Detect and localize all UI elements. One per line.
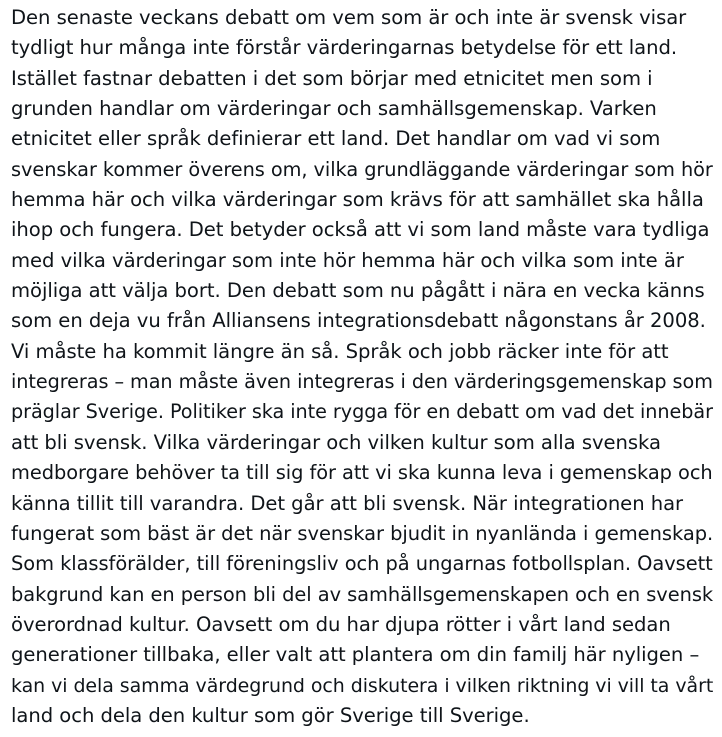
- post-text-line: land och dela den kultur som gör Sverige till Sverige.: [11, 703, 530, 727]
- post-text-line: hemma här och vilka värderingar som krävs för att samhället ska hålla: [11, 188, 704, 212]
- post-text-line: tydligt hur många inte förstår värderingarnas betydelse för ett land.: [11, 36, 678, 60]
- post-text-line: grunden handlar om värderingar och samhällsgemenskap. Varken: [11, 97, 657, 121]
- post-text-line: etnicitet eller språk definierar ett land. Det handlar om vad vi som: [11, 127, 661, 151]
- post-text-line: integreras – man måste även integreras i den värderingsgemenskap som: [11, 370, 713, 394]
- post-text-line: känna tillit till varandra. Det går att bli svensk. När integrationen har: [11, 491, 684, 515]
- post-text-line: bakgrund kan en person bli del av samhällsgemenskapen och en svensk: [11, 582, 714, 606]
- post-text-line: generationer tillbaka, eller valt att plantera om din familj här nyligen –: [11, 643, 700, 667]
- post-text-line: som en deja vu från Alliansens integrationsdebatt någonstans år 2008.: [11, 309, 706, 333]
- post-text: [11, 3, 717, 731]
- post-text-line: Istället fastnar debatten i det som börjar med etnicitet men som i: [11, 66, 653, 90]
- post-text-line: ihop och fungera. Det betyder också att vi som land måste vara tydliga: [11, 218, 710, 242]
- post-text-line: att bli svensk. Vilka värderingar och vilken kultur som alla svenska: [11, 430, 661, 454]
- post-text-line: medborgare behöver ta till sig för att vi ska kunna leva i gemenskap och: [11, 461, 713, 485]
- post-text-line: präglar Sverige. Politiker ska inte rygga för en debatt om vad det innebär: [11, 400, 713, 424]
- post-text-line: svenskar kommer överens om, vilka grundläggande värderingar som hör: [11, 157, 713, 181]
- post-text-line: överordnad kultur. Oavsett om du har djupa rötter i vårt land sedan: [11, 612, 671, 636]
- post-text-line: Vi måste ha kommit längre än så. Språk och jobb räcker inte för att: [11, 339, 669, 363]
- post-text-line: möjliga att välja bort. Den debatt som nu pågått i nära en vecka känns: [11, 279, 705, 303]
- post-text-line: fungerat som bäst är det när svenskar bjudit in nyanlända i gemenskap.: [11, 521, 714, 545]
- post-text-line: med vilka värderingar som inte hör hemma här och vilka som inte är: [11, 248, 684, 272]
- post-text-line: kan vi dela samma värdegrund och diskutera i vilken riktning vi vill ta vårt: [11, 674, 714, 697]
- post-text-line: Den senaste veckans debatt om vem som är och inte är svensk visar: [11, 6, 687, 29]
- post-text-line: Som klassförälder, till föreningsliv och på ungarnas fotbollsplan. Oavsett: [11, 552, 713, 576]
